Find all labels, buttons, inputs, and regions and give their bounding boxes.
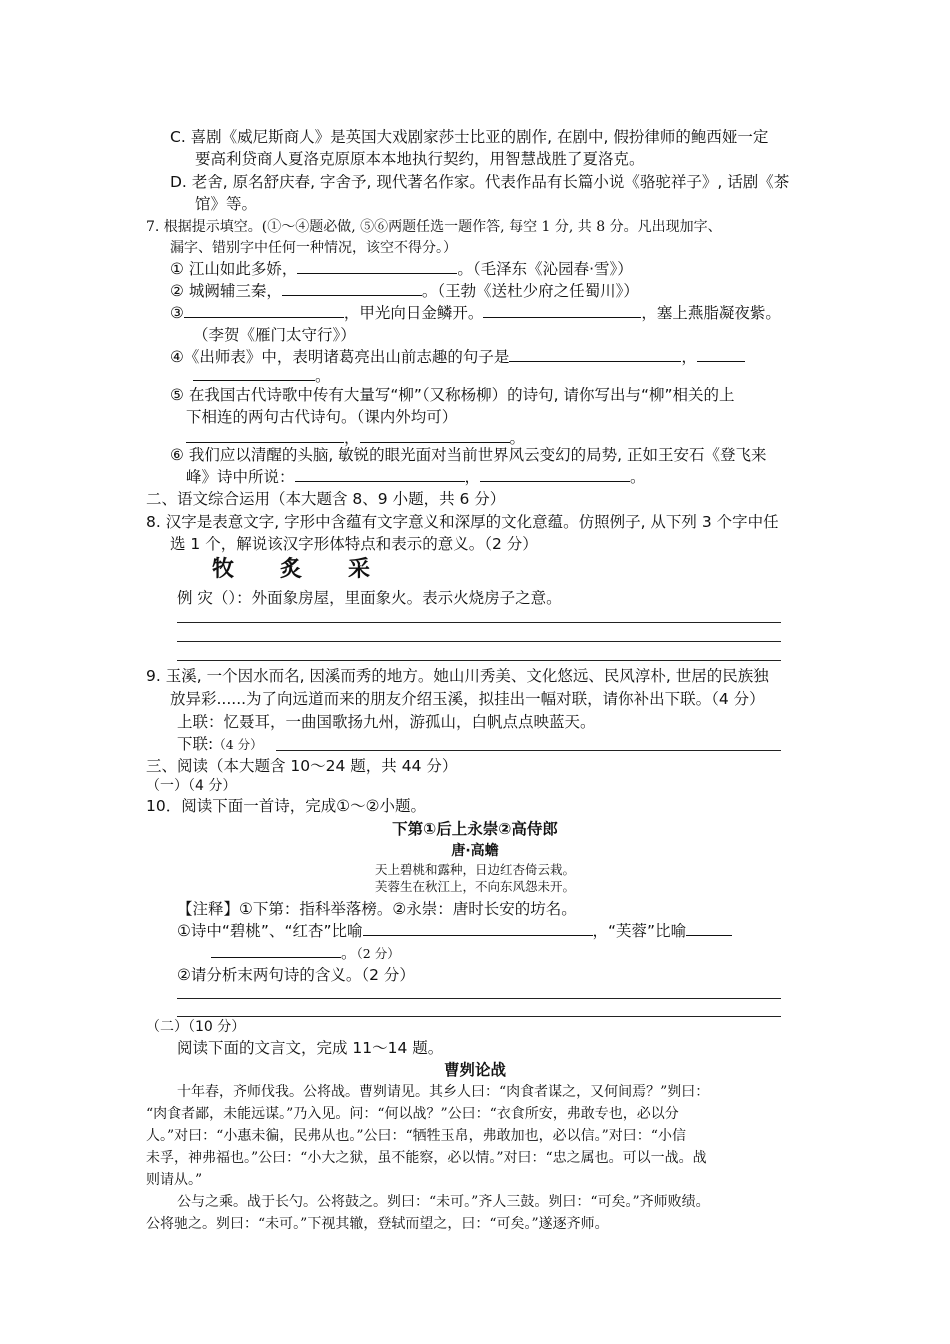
q9-upper-couplet: 上联：忆聂耳，一曲国歌扬九州，游孤山，白帆点点映蓝天。 — [177, 713, 596, 731]
section3-part2: （二）（10 分） — [146, 1019, 246, 1035]
answer-line[interactable] — [177, 660, 781, 661]
q7-item6-end: 。 — [630, 468, 646, 486]
option-d-line2: 馆》等。 — [195, 195, 258, 213]
poem-line2: 芙蓉生在秋江上，不向东风怨未开。 — [374, 879, 575, 894]
poem-author: 唐·高蟾 — [451, 843, 499, 859]
q11-instruction: 阅读下面的文言文，完成 11～14 题。 — [177, 1039, 444, 1057]
q7-item4-blank2-start[interactable] — [697, 346, 745, 362]
q10-sub1-cont — [211, 942, 400, 965]
q7-item4-end: 。 — [315, 367, 331, 385]
q7-item5-line2: 下相连的两句古代诗句。（课内外均可） — [186, 408, 458, 426]
q7-item3-blank1[interactable] — [184, 302, 344, 318]
q7-item2-blank[interactable] — [282, 280, 422, 296]
passage-line: “肉食者鄙，未能远谋。”乃入见。问：“何以战？”公曰：“衣食所安，弗敢专也，必以分 — [146, 1106, 679, 1122]
q7-item5-line1: ⑤ 在我国古代诗歌中传有大量写“柳”（又称杨柳）的诗句, 请你写出与“柳”相关的上 — [170, 386, 735, 404]
q10-sub2: ②请分析末两句诗的含义。（2 分） — [177, 966, 415, 984]
passage-line: 未孚，神弗福也。”公曰：“小大之狱，虽不能察，必以情。”对曰：“忠之属也。可以一战。战 — [146, 1150, 707, 1166]
q9-lower-score: （4 分） — [213, 737, 263, 752]
q10-sub1-blank2-end[interactable] — [211, 942, 341, 958]
q10-sub1-score: （2 分） — [356, 946, 400, 961]
q9-line1: 9. 玉溪, 一个因水而名, 因溪而秀的地方。她山川秀美、文化悠远、民风淳朴, 世居的民族独 — [146, 667, 769, 685]
q8-line1: 8. 汉字是表意文字, 字形中含蕴有文字意义和深厚的文化意蕴。仿照例子, 从下列 3 个字中任 — [146, 513, 779, 531]
q7-item2-prefix: ② 城阙辅三秦， — [170, 282, 282, 300]
q7-item6-prefix: 峰》诗中所说： — [186, 468, 295, 486]
q9-lower-couplet — [177, 733, 263, 756]
passage-line: 公与之乘。战于长勺。公将鼓之。刿曰：“未可。”齐人三鼓。刿曰：“可矣。”齐师败绩。 — [177, 1194, 710, 1210]
q10-sub1 — [177, 920, 732, 942]
q7-item5-blank1[interactable] — [186, 427, 344, 443]
q7-item6-line1: ⑥ 我们应以清醒的头脑, 敏锐的眼光面对当前世界风云变幻的局势, 正如王安石《登飞来 — [170, 446, 767, 464]
option-c-line1: C. 喜剧《威尼斯商人》是英国大戏剧家莎士比亚的剧作, 在剧中, 假扮律师的鲍西娅一定 — [170, 128, 769, 146]
q7-item4-blank1[interactable] — [509, 346, 681, 362]
q7-item1 — [170, 258, 633, 280]
q7-item6-blank2[interactable] — [480, 466, 630, 482]
q7-item2-suffix: 。（王勃《送杜少府之任蜀川》） — [421, 282, 639, 300]
q7-item2 — [170, 280, 639, 302]
section2-heading: 二、语文综合运用（本大题含 8、9 小题，共 6 分） — [146, 490, 506, 508]
char-1: 牧 — [212, 557, 237, 582]
answer-line[interactable] — [177, 998, 781, 999]
char-3: 采 — [348, 557, 373, 582]
q8-example: 例 灾（）：外面象房屋，里面象火。表示火烧房子之意。 — [177, 589, 562, 607]
q10-sub1-blank1[interactable] — [363, 920, 593, 936]
q8-line2: 选 1 个，解说该汉字形体特点和表示的意义。（2 分） — [170, 535, 538, 553]
q7-item4-blank2-end[interactable] — [193, 365, 315, 381]
poem-note: 【注释】①下第：指科举落榜。②永崇：唐时长安的坊名。 — [177, 900, 577, 918]
q7-item6-separator: ， — [464, 468, 481, 486]
q9-lower-label: 下联: — [177, 735, 214, 753]
q9-answer-line[interactable] — [276, 750, 781, 751]
q7-instruction-line2: 漏字、错别字中任何一种情况，该空不得分。） — [170, 240, 457, 256]
answer-line[interactable] — [177, 622, 781, 623]
q7-item1-suffix: 。（毛泽东《沁园春·雪》） — [457, 260, 633, 278]
q7-item3-blank2[interactable] — [483, 302, 641, 318]
q7-item5-separator: ， — [344, 429, 360, 447]
section3-heading: 三、阅读（本大题含 10～24 题，共 44 分） — [146, 757, 458, 775]
q8-characters — [212, 556, 416, 584]
q7-item3 — [170, 302, 781, 324]
passage-line: 人。”对曰：“小惠未徧，民弗从也。”公曰：“牺牲玉帛，弗敢加也，必以信。”对曰：“小信 — [146, 1128, 686, 1144]
option-d-line1: D. 老舍, 原名舒庆春, 字舍予, 现代著名作家。代表作品有长篇小说《骆驼祥子》, 话剧《茶 — [170, 173, 790, 191]
q7-item3-suffix: ，塞上燕脂凝夜紫。 — [641, 304, 781, 322]
q10-sub1-prefix: ①诗中“碧桃”、“红杏”比喻 — [177, 922, 363, 940]
q7-item5-end: 。 — [509, 429, 526, 447]
q7-item3-prefix: ③ — [170, 304, 184, 322]
q10-sub1-middle: ，“芙蓉”比喻 — [592, 922, 687, 940]
q7-item1-prefix: ① 江山如此多娇， — [170, 260, 298, 278]
q7-item5-blank2[interactable] — [360, 427, 510, 443]
q10-sub1-blank2-start[interactable] — [686, 920, 732, 936]
text-title: 曹刿论战 — [443, 1061, 506, 1079]
q7-item1-blank[interactable] — [297, 258, 457, 274]
q7-item6-line2 — [186, 466, 646, 488]
poem-line1: 天上碧桃和露种，日边红杏倚云栽。 — [374, 862, 575, 877]
q7-item4-separator: ， — [681, 348, 697, 366]
q7-instruction-line1: 7. 根据提示填空。(①～④题必做, ⑤⑥两题任选一题作答, 每空 1 分, 共 8 分。凡出现加字、 — [146, 219, 722, 235]
q9-line2: 放异彩......为了向远道而来的朋友介绍玉溪，拟挂出一幅对联，请你补出下联。（4 分） — [170, 690, 765, 708]
q7-item6-blank1[interactable] — [295, 466, 465, 482]
option-c-line2: 要高利贷商人夏洛克原原本本地执行契约，用智慧战胜了夏洛克。 — [195, 150, 645, 168]
passage-line: 则请从。” — [146, 1172, 203, 1188]
q10-instruction: 10．阅读下面一首诗，完成①～②小题。 — [146, 797, 427, 815]
answer-line[interactable] — [177, 641, 781, 642]
poem-title: 下第①后上永崇②高侍郎 — [392, 820, 558, 838]
passage-line: 十年春，齐师伐我。公将战。曹刿请见。其乡人曰：“肉食者谋之，又何间焉？”刿曰： — [177, 1084, 710, 1100]
char-2: 炙 — [280, 557, 305, 582]
q7-item3-middle: ，甲光向日金鳞开。 — [343, 304, 484, 322]
q7-item4-prefix: ④《出师表》中，表明诸葛亮出山前志趣的句子是 — [170, 348, 510, 366]
section3-part1: （一）（4 分） — [146, 778, 237, 794]
passage-line: 公将驰之。刿曰：“未可。”下视其辙，登轼而望之，曰：“可矣。”遂逐齐师。 — [146, 1216, 609, 1232]
answer-line[interactable] — [177, 1016, 781, 1017]
q10-sub1-end: 。 — [341, 944, 357, 962]
q7-item3-source: （李贺《雁门太守行》） — [193, 326, 356, 344]
